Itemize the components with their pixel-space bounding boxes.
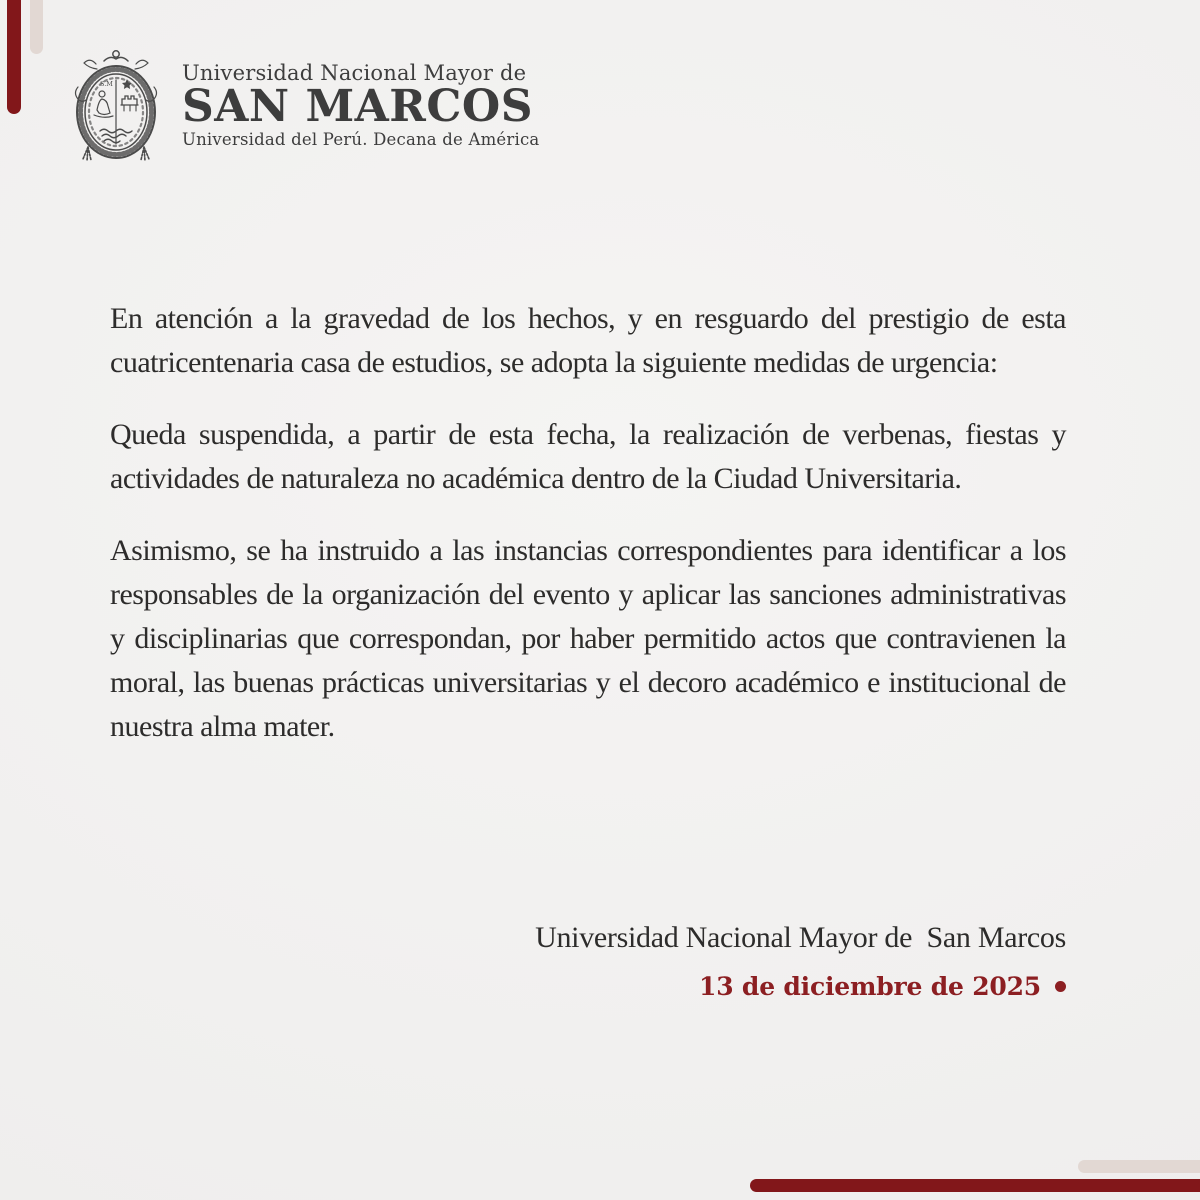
letter-body <box>110 297 1066 749</box>
university-name-prefix: Universidad Nacional Mayor de <box>182 61 527 85</box>
top-left-taupe-accent-bar <box>30 0 43 54</box>
signature-name: Universidad Nacional Mayor de San Marcos <box>535 921 1066 954</box>
signature-block <box>535 918 1066 1006</box>
svg-text:S.M: S.M <box>100 80 113 88</box>
university-motto: Universidad del Perú. Decana de América <box>182 130 540 149</box>
bottom-right-taupe-accent-bar <box>1078 1160 1200 1173</box>
university-name: SAN MARCOS <box>182 81 533 132</box>
university-wordmark <box>182 60 539 152</box>
university-header <box>66 46 539 166</box>
bottom-right-red-accent-bar <box>750 1179 1200 1192</box>
unmsm-seal-icon <box>66 46 166 166</box>
letter-date: 13 de diciembre de 2025 <box>699 971 1041 1001</box>
paragraph-suspension: Queda suspendida, a partir de esta fecha, la realización de verbenas, fiestas y actividades de naturaleza no académica dentro de la Ciudad Universitaria. <box>110 418 1066 495</box>
paragraph-urgent-measures: En atención a la gravedad de los hechos, y en resguardo del prestigio de esta cuatricentenaria casa de estudios, se adopta la siguiente medidas de urgencia: <box>110 302 1066 379</box>
red-dot-icon <box>1055 981 1066 992</box>
top-left-red-accent-bar <box>7 0 21 114</box>
paragraph-sanctions: Asimismo, se ha instruido a las instancias correspondientes para identificar a los responsables de la organización del evento y aplicar las sanciones administrativas y disciplinarias que correspondan, por haber permitido actos que contravienen la moral, las buenas prácticas universitarias y el decoro académico e institucional de nuestra alma mater. <box>110 534 1066 743</box>
date-row <box>535 966 1066 1006</box>
